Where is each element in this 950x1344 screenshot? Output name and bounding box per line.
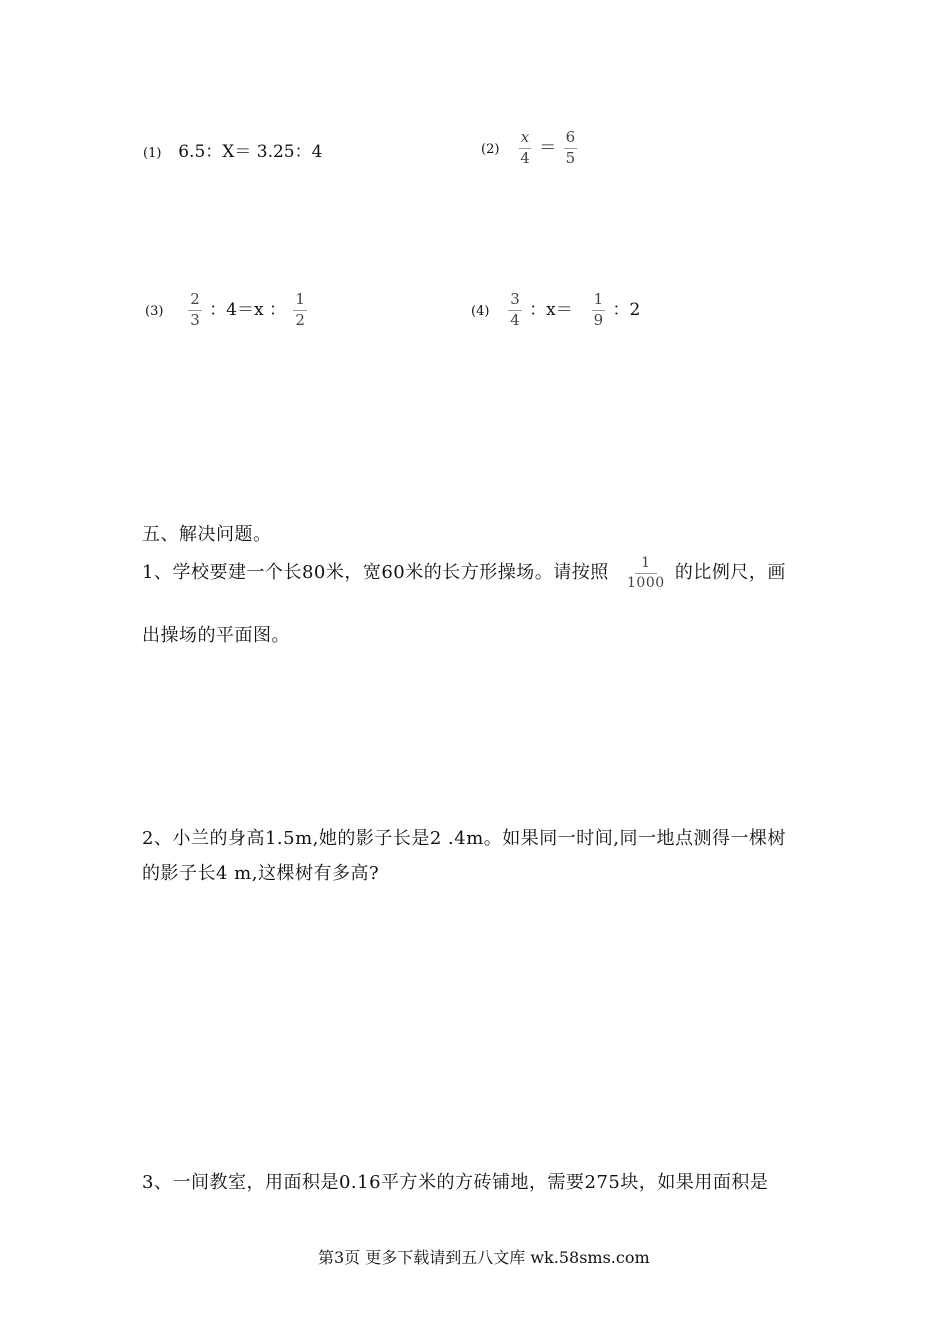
fraction-denominator: 9 <box>593 310 604 329</box>
equation-2 <box>481 130 579 167</box>
equation-text: 6.5：X＝ 3.25：4 <box>178 142 323 162</box>
fraction-denominator: 1000 <box>627 574 665 591</box>
scale-fraction <box>625 556 667 590</box>
question-1-line-1 <box>142 556 786 590</box>
equation-middle: ：4＝x ： <box>209 299 286 320</box>
equation-index: (1) <box>143 146 162 161</box>
fraction <box>564 130 578 167</box>
fraction-denominator: 4 <box>510 310 520 329</box>
equation-tail: ：2 <box>612 299 641 320</box>
question-1-text-pre: 1、学校要建一个长80米，宽60米的长方形操场。请按照 <box>142 562 609 584</box>
equation-index: (4) <box>471 303 490 319</box>
fraction <box>508 292 522 329</box>
question-3-line-1: 3、一间教室，用面积是0.16平方米的方砖铺地，需要275块，如果用面积是 <box>142 1172 769 1193</box>
page-footer: 第3页 更多下载请到五八文库 wk.58sms.com <box>318 1248 650 1267</box>
equation-4 <box>471 292 640 329</box>
fraction-denominator: 4 <box>520 148 530 167</box>
fraction <box>188 292 202 329</box>
section-heading: 五、解决问题。 <box>142 524 272 545</box>
question-1-text-post: 的比例尺，画 <box>674 562 786 584</box>
equation-middle: ：x＝ <box>529 299 573 320</box>
equation-index: (2) <box>481 141 500 157</box>
fraction-numerator: 1 <box>635 556 656 574</box>
fraction <box>293 292 307 329</box>
fraction-numerator: 1 <box>293 292 307 311</box>
fraction-denominator: 2 <box>295 310 305 329</box>
fraction-numerator: 6 <box>564 130 578 149</box>
equals-sign: ＝ <box>539 137 557 158</box>
question-2-line-2: 的影子长4 m,这棵树有多高? <box>142 863 380 884</box>
fraction-numerator: x <box>519 130 531 149</box>
fraction <box>518 130 532 167</box>
fraction-denominator: 3 <box>190 310 200 329</box>
equation-index: (3) <box>145 303 164 319</box>
fraction <box>592 292 606 329</box>
fraction-numerator: 1 <box>592 292 606 311</box>
equation-1 <box>143 137 322 162</box>
equation-3 <box>145 292 309 329</box>
fraction-denominator: 5 <box>565 148 576 167</box>
fraction-numerator: 2 <box>188 292 202 311</box>
fraction-numerator: 3 <box>508 292 522 311</box>
question-1-line-2: 出操场的平面图。 <box>142 625 290 646</box>
question-2-line-1: 2、小兰的身高1.5m,她的影子长是2 .4m。如果同一时间,同一地点测得一棵树 <box>142 828 787 849</box>
